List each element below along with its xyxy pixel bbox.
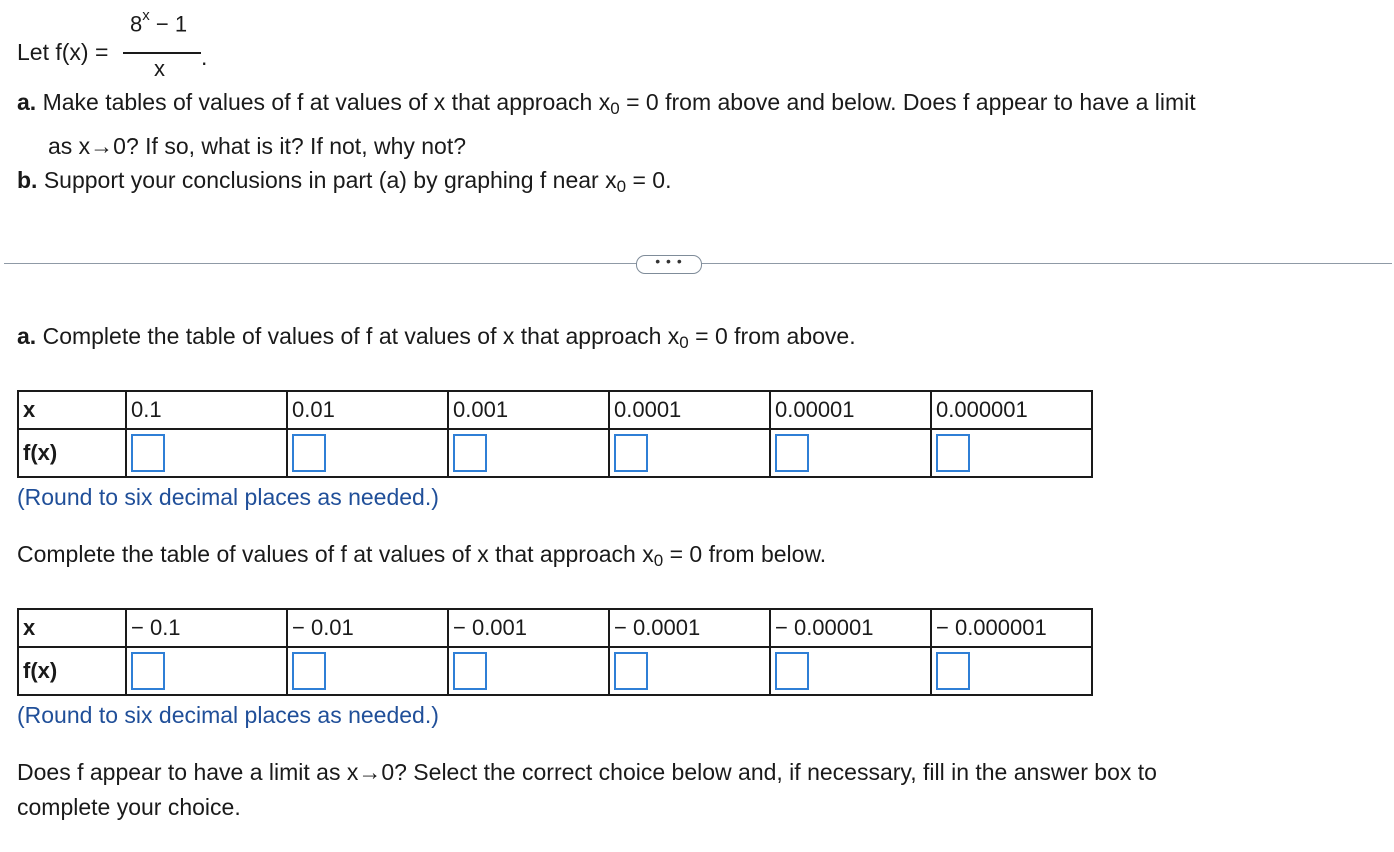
x-value: 0.0001 [609, 391, 770, 429]
fraction-denominator: x [154, 56, 165, 81]
part-a-tail: = 0 from above and below. Does f appear to have a limit [619, 89, 1196, 115]
problem-part-b [17, 167, 671, 194]
x-value: 0.001 [448, 391, 609, 429]
fx-answer-input[interactable] [292, 434, 326, 472]
x-value: − 0.001 [448, 609, 609, 647]
fraction-period: . [201, 44, 208, 70]
fraction-numerator [130, 7, 188, 37]
fx-cell [448, 429, 609, 477]
part-b-label: b. [17, 167, 38, 193]
fx-cell [609, 429, 770, 477]
fx-cell [287, 429, 448, 477]
fx-answer-input[interactable] [614, 434, 648, 472]
x-header: x [18, 609, 126, 647]
rounding-note: (Round to six decimal places as needed.) [17, 484, 439, 510]
part-a-subscript: 0 [610, 99, 620, 118]
fx-cell [287, 647, 448, 695]
fx-header: f(x) [18, 429, 126, 477]
x-value: − 0.01 [287, 609, 448, 647]
part-b-tail: = 0. [626, 167, 672, 193]
fx-cell [770, 647, 931, 695]
fx-cell [448, 647, 609, 695]
fx-cell [126, 429, 287, 477]
section-below-subscript: 0 [653, 551, 664, 570]
fx-answer-input[interactable] [936, 434, 970, 472]
x-row [18, 609, 1092, 647]
section-a-text: Complete the table of values of f at values of x that approach x [36, 323, 680, 349]
numerator-rest: − 1 [149, 11, 188, 37]
fx-cell [770, 429, 931, 477]
section-below-tail: = 0 from below. [663, 541, 827, 567]
table-from-above [17, 390, 1093, 478]
x-row [18, 391, 1092, 429]
fraction-bar [123, 52, 201, 54]
rounding-note: (Round to six decimal places as needed.) [17, 702, 439, 728]
fx-answer-input[interactable] [131, 434, 165, 472]
fx-cell [931, 647, 1092, 695]
x-value: − 0.000001 [931, 609, 1092, 647]
x-value: − 0.1 [126, 609, 287, 647]
more-options-button[interactable]: • • • [636, 255, 702, 274]
numerator-exponent: x [142, 7, 150, 24]
section-below-instruction [17, 541, 826, 568]
part-b-subscript: 0 [616, 177, 627, 196]
fx-answer-input[interactable] [775, 652, 809, 690]
section-below-text: Complete the table of values of f at values of x that approach x [17, 541, 654, 567]
table-from-below [17, 608, 1093, 696]
problem-part-a-line2: as x→0? If so, what is it? If not, why not? [48, 133, 467, 159]
x-value: − 0.00001 [770, 609, 931, 647]
x-value: 0.1 [126, 391, 287, 429]
part-b-text: Support your conclusions in part (a) by graphing f near x [37, 167, 617, 193]
function-label: Let f(x) = [17, 39, 109, 65]
fx-answer-input[interactable] [453, 434, 487, 472]
fx-row [18, 429, 1092, 477]
fx-row [18, 647, 1092, 695]
fx-answer-input[interactable] [614, 652, 648, 690]
fx-answer-input[interactable] [292, 652, 326, 690]
x-value: 0.000001 [931, 391, 1092, 429]
section-a-instruction [17, 323, 856, 350]
x-value: 0.01 [287, 391, 448, 429]
part-a-label: a. [17, 89, 37, 115]
limit-question-line2: complete your choice. [17, 794, 241, 820]
x-value: 0.00001 [770, 391, 931, 429]
x-value: − 0.0001 [609, 609, 770, 647]
numerator-base: 8 [130, 11, 143, 37]
fx-answer-input[interactable] [453, 652, 487, 690]
fx-cell [126, 647, 287, 695]
section-a-subscript: 0 [679, 333, 689, 352]
fx-cell [931, 429, 1092, 477]
fx-header: f(x) [18, 647, 126, 695]
limit-question-line1: Does f appear to have a limit as x→0? Select the correct choice below and, if necessary, fill in the answer box to [17, 759, 1157, 785]
fx-answer-input[interactable] [131, 652, 165, 690]
x-header: x [18, 391, 126, 429]
section-a-tail: = 0 from above. [688, 323, 856, 349]
section-a-label: a. [17, 323, 37, 349]
fx-cell [609, 647, 770, 695]
problem-part-a [17, 89, 1196, 116]
part-a-text: Make tables of values of f at values of x that approach x [36, 89, 611, 115]
fx-answer-input[interactable] [936, 652, 970, 690]
fx-answer-input[interactable] [775, 434, 809, 472]
